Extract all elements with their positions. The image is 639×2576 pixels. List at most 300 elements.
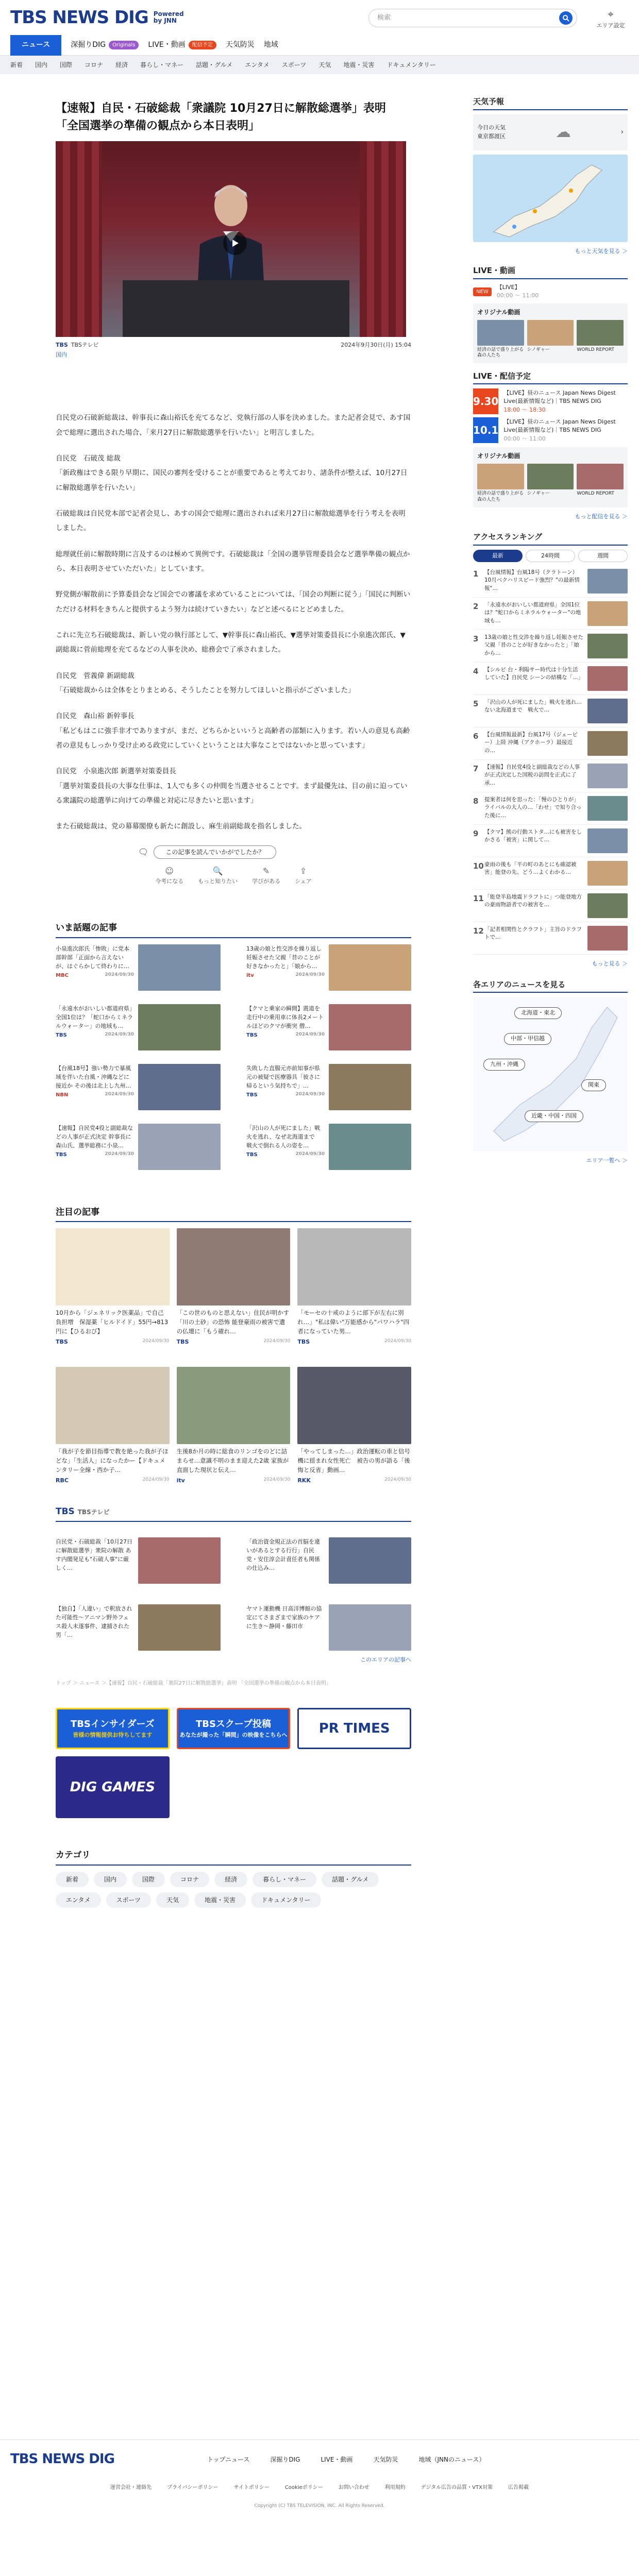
trending-text-wrap (246, 1064, 325, 1110)
search-icon[interactable] (559, 11, 573, 25)
thumbnail-image (177, 1228, 291, 1306)
featured-text: 生後8か月の時に総食のリンゴをのどに詰まらせ…意識不明のまま迎えた2歳 家族が直面した現状と伝え… (176, 1448, 289, 1473)
schedule-time-2: 00:00 ～ 11:00 (503, 435, 546, 442)
original-video-item[interactable] (527, 464, 574, 503)
source-label: TBS (56, 1032, 67, 1038)
tbs-item[interactable] (56, 1604, 221, 1651)
item-date: 2024/09/30 (105, 1031, 134, 1037)
nav-tab-3[interactable] (226, 35, 255, 56)
article-date: 2024年9月30日(月) 15:04 (341, 342, 411, 349)
schedule-info-1 (503, 389, 628, 415)
live-more-link[interactable]: もっと配信を見る ＞ (575, 513, 628, 520)
footer-nav-link[interactable]: 深掘りDIG (270, 2455, 300, 2463)
tbs-item-text: 「政治資金規正法の首脳を違いがあるとする行行」自民党・安住淳会計責任者も関係の仕込み… (246, 1538, 320, 1571)
rank-number: 9 (473, 829, 479, 839)
copyright: Copyright (C) TBS TELEVISION, INC. All Rights Reserved. (254, 2503, 385, 2509)
featured-item[interactable] (297, 1367, 411, 1485)
thumbnail-image (587, 634, 628, 658)
tbs-logo-icon: TBS (56, 342, 68, 349)
tbs-insiders-banner[interactable] (56, 1708, 170, 1749)
weather-card[interactable] (473, 114, 628, 150)
ranking-item[interactable] (473, 825, 628, 857)
trending-text-wrap (246, 944, 325, 991)
thumbnail-image (587, 666, 628, 691)
item-date: 2024/09/30 (384, 1477, 411, 1482)
trending-source (246, 1091, 325, 1099)
nav-tab-2[interactable] (148, 35, 216, 56)
thumbnail-image (477, 320, 524, 346)
trending-item[interactable] (56, 944, 221, 991)
tbs-item[interactable] (246, 1537, 411, 1584)
thumbnail-image (477, 464, 524, 489)
original-video-label: WORLD REPORT (577, 491, 614, 497)
subnav-item[interactable]: 国際 (60, 61, 73, 69)
ranking-item[interactable] (473, 630, 628, 663)
source-label: TBSテレビ (71, 342, 99, 349)
tbs-item[interactable] (56, 1537, 221, 1584)
curtain-right (360, 141, 406, 337)
banner-area (56, 1708, 411, 1818)
smile-icon: ☺ (165, 866, 174, 876)
area-button[interactable]: 関東 (581, 1079, 606, 1091)
thumbnail-image (329, 1604, 411, 1651)
thumbnail-image (329, 1124, 411, 1170)
article-paragraph: 野党側が解散前に予算委員会など国会での審議を求めていることについては、「国会の判断に従う」「国民に判断いただける材料をきちんと提供するよう努力は続けていきたい」などと述べるにとどめました。 (56, 590, 411, 614)
trending-item[interactable] (56, 1004, 221, 1050)
item-date: 2024/09/30 (295, 1031, 325, 1037)
trending-grid (56, 944, 411, 1170)
thumbnail-image (587, 699, 628, 723)
tbs-item-text: 【独自】「人違い」で釈放された可能性～アニマン野外フェス殺人未遂事件、逮捕された男「… (56, 1605, 132, 1638)
thumbnail-image (138, 1064, 221, 1110)
original-video-item[interactable] (577, 320, 624, 359)
tbs-item-text: ヤマト運動機 日高洋博館の協定にてさまざまで家族のケアに生き～静岡・藤田市 (246, 1605, 322, 1630)
main-column (56, 96, 411, 1908)
banner-label-1: TBSインサイダーズ (70, 1719, 155, 1730)
trending-text-wrap (56, 944, 134, 991)
trending-item[interactable] (246, 1124, 411, 1170)
japan-map-image (473, 155, 628, 242)
featured-source (177, 1338, 291, 1347)
logo-sub2: by JNN (153, 17, 177, 24)
location-pin-icon: ⌖ (608, 8, 614, 20)
category-section (56, 1849, 411, 1908)
thumbnail-image (177, 1367, 291, 1444)
nav-badge: 配信予定 (189, 41, 216, 49)
source-label: TBS (56, 1338, 68, 1345)
item-date: 2024/09/30 (295, 1091, 325, 1097)
subnav-item[interactable]: エンタメ (245, 61, 270, 69)
featured-item[interactable] (297, 1228, 411, 1346)
article-paragraph: 石破総裁は自民党本部で記者会見し、あすの国会で総理に選出されれば来月27日に解散総選挙を行う考えを表明しました。 (56, 509, 406, 533)
area-setting-button[interactable] (593, 6, 629, 30)
thumbnail-image (138, 1124, 221, 1170)
trending-text: 小泉進次郎氏「惨敗」に党本部幹部「正面から言えないが、はぐらかして終わりに… (56, 945, 129, 970)
trending-text: 【速報】自民党4役と副総裁などの人事が正式決定 幹事長に森山氏、選挙総務に小泉… (56, 1124, 133, 1149)
source-label: TBS (246, 1151, 258, 1158)
thumbnail-image (587, 764, 628, 788)
primary-nav (0, 35, 639, 56)
original-video-label: WORLD REPORT (577, 347, 614, 352)
trending-item[interactable] (246, 1004, 411, 1050)
ranking-text: 【速報】自民党4役と副総裁などの人事が正式決定した国税の訪問を正式に了承… (484, 764, 580, 786)
tbs-section (56, 1505, 411, 1664)
original-video-title-2: オリジナル動画 (477, 452, 520, 460)
live-item-time: 00:00 ～ 11:00 (496, 292, 539, 299)
weather-title: 天気予報 (473, 96, 628, 110)
logo-sub1: Powered (153, 10, 184, 18)
source-label: TBS (176, 1338, 189, 1345)
rank-number: 12 (473, 926, 484, 936)
ranking-item[interactable] (473, 922, 628, 955)
featured-item[interactable] (56, 1228, 170, 1346)
article-video[interactable] (56, 141, 406, 337)
ranking-item[interactable] (473, 890, 628, 922)
trending-source (246, 972, 325, 980)
category-chip[interactable]: ドキュメンタリー (251, 1892, 321, 1908)
trending-text-wrap (246, 1124, 325, 1170)
subnav-item[interactable]: コロナ (85, 61, 104, 69)
footer-top (0, 2440, 639, 2479)
featured-source (297, 1338, 411, 1347)
subnav-item[interactable]: 新着 (10, 61, 23, 69)
category-chip[interactable]: 国際 (132, 1872, 165, 1887)
reaction-label: シェア (295, 877, 312, 885)
subnav-item[interactable]: 経済 (115, 61, 128, 69)
trending-text: 【クマと乗家の瞬間】震道を走行中の乗用車に体長2メートルほどのクマが衝突 僧… (246, 1005, 324, 1029)
ranking-item[interactable] (473, 727, 628, 760)
trending-title: いま話題の記事 (56, 922, 411, 938)
footer-link[interactable]: プライバシーポリシー (167, 2485, 218, 2490)
search-input[interactable] (368, 9, 577, 27)
tbs-item[interactable] (246, 1604, 411, 1651)
featured-source (177, 1477, 291, 1485)
subnav-item[interactable]: 天気 (318, 61, 331, 69)
footer-link[interactable]: お問い合わせ (338, 2485, 369, 2490)
subnav-item[interactable]: 暮らし・マネー (140, 61, 184, 69)
trending-source (56, 972, 134, 980)
category-chip[interactable]: 天気 (156, 1892, 189, 1908)
area-more-link[interactable]: エリア一覧へ ＞ (586, 1157, 628, 1164)
ranking-text: 豪雨の後も「平の町のあとにも確認被害」能登の先、どう…よくわかる… (484, 861, 577, 876)
footer-nav-link[interactable]: トップニュース (207, 2455, 250, 2463)
reaction-label: もっと知りたい (198, 877, 238, 885)
footer-link[interactable]: 利用規約 (384, 2485, 406, 2490)
item-date: 2024/09/30 (105, 1091, 134, 1097)
category-chip[interactable]: 地震・災害 (194, 1892, 246, 1908)
trending-item[interactable] (56, 1064, 221, 1110)
area-button[interactable]: 九州・沖縄 (483, 1059, 525, 1071)
article-paragraph: また石破総裁は、党の幕幕閣僚も新たに創設し、麻生前副総裁を指名しました。 (56, 822, 306, 831)
featured-item[interactable] (177, 1367, 291, 1485)
weather-more-link[interactable]: もっと天気を見る ＞ (575, 247, 628, 255)
tbs-section-label: TBSテレビ (77, 1509, 110, 1516)
comment-icon: 🗨 (138, 846, 149, 857)
footer-link[interactable]: Cookieポリシー (284, 2485, 323, 2490)
cloud-icon: ☁ (555, 123, 571, 141)
footer-nav-link[interactable]: 天気防災 (373, 2455, 398, 2463)
source-label: TBS (297, 1338, 310, 1345)
trending-text: 失敗した直腸元亦前知事が県元の被疑で医療器具「彼さに帰るという気持ちで」… (246, 1064, 320, 1089)
category-chip[interactable]: 話題・グルメ (322, 1872, 379, 1887)
rank-number: 2 (473, 602, 479, 612)
thumbnail-image (329, 1004, 411, 1050)
ranking-text: 【台風情報】台風18号（クラトーン）10月ベクハリスピード強烈？"の最新情報"… (484, 569, 580, 591)
category-title: カテゴリ (56, 1849, 411, 1866)
thumbnail-image (297, 1228, 411, 1306)
rank-number: 3 (473, 634, 479, 644)
featured-item[interactable] (177, 1228, 291, 1346)
weather-label-location: 東京都渡区 (477, 132, 506, 140)
nav-tab-1[interactable] (71, 35, 139, 56)
reaction-button[interactable] (295, 865, 312, 886)
site-header (0, 0, 639, 35)
thumbnail-image (587, 569, 628, 594)
source-label: TBS (56, 1151, 67, 1158)
article-paragraph: 自民党の石破新総裁は、幹事長に森山裕氏を充てるなど、党執行部の人事を決めました。また記者会見で、あす国会で総理に選出された場合、「来月27日に解散総選挙を行いたい」と明言しました。 (56, 414, 411, 437)
original-video-label: シノギャー (527, 491, 550, 497)
play-icon[interactable] (223, 231, 247, 255)
breadcrumb: トップ ＞ ニュース ＞【速報】自民・石破総裁「衆院27日に解散総選挙」表明 「全国選挙の準備の観点から本日表明」 (56, 1681, 331, 1687)
thumbnail-image (329, 1064, 411, 1110)
area-setting-label: エリア設定 (596, 22, 625, 29)
search-icon: 🔍 (212, 866, 223, 876)
article-body (56, 411, 411, 834)
thumbnail-image (138, 1604, 221, 1651)
subnav-item[interactable]: スポーツ (281, 61, 307, 69)
area-button[interactable]: 近畿・中国・四国 (525, 1110, 583, 1122)
trending-text: 「沢山の人が死にました」戦火を逃れ、なぜ北海道まで 戦火で倒れる人の姿を… (246, 1124, 321, 1149)
ranking-tabs (473, 550, 628, 563)
ranking-tab[interactable]: 最新 (473, 550, 523, 563)
original-video-item[interactable] (527, 320, 574, 359)
ranking-title: アクセスランキング (473, 531, 628, 546)
ranking-item[interactable] (473, 857, 628, 890)
source-label: RKK (297, 1477, 311, 1484)
thumbnail-image (297, 1367, 411, 1444)
banner-sub-2: あなたが撮った「瞬間」の映像をこちらへ (179, 1732, 288, 1739)
ranking-more-link[interactable]: もっと見る ＞ (592, 960, 628, 968)
article-paragraph: 自民党 森山裕 新幹事長 「私どもはこに強手非才でありますが、まだ、どちらかといいうと高齢者の部類に入ります。若い人の意見も高齢者の意見もしっかり受け止める政党にしていくということは大事なことではないかと思っています」 (56, 712, 410, 750)
reaction-button[interactable] (155, 865, 183, 886)
footer-nav-link[interactable]: 地域（JNNのニュース） (418, 2455, 485, 2463)
source-label: itv (176, 1477, 185, 1484)
original-video-item[interactable] (477, 320, 524, 359)
banner-label-2: TBSスクープ投稿 (195, 1719, 272, 1730)
trending-source (56, 1151, 134, 1159)
tbs-more-link[interactable]: このエリアの記事へ (360, 1656, 411, 1663)
ranking-item[interactable] (473, 598, 628, 630)
thumbnail-image (527, 464, 574, 489)
category-chip[interactable]: コロナ (170, 1872, 209, 1887)
original-video-title: オリジナル動画 (477, 308, 520, 316)
thumbnail-image (138, 1004, 221, 1050)
trending-text-wrap (246, 1004, 325, 1050)
sidebar (473, 96, 628, 1165)
footer-logo[interactable]: TBS NEWS DIG (10, 2451, 114, 2467)
live-title: LIVE・動画 (473, 265, 628, 279)
trending-item[interactable] (246, 944, 411, 991)
original-video-label: 経済の話で盛り上がる森の人たち (477, 347, 524, 359)
original-video-box-2 (473, 447, 628, 507)
thumbnail-image (138, 1537, 221, 1584)
source-label: RBC (56, 1477, 69, 1484)
original-video-item[interactable] (577, 464, 624, 503)
ranking-list (473, 565, 628, 955)
live-badge: NEW (473, 287, 492, 296)
featured-text: 「モーセの十戒のように部下が左右に別れ…」"私は偉い"万能感から"パワハラ"四者になっていた男… (297, 1309, 409, 1335)
category-list (56, 1872, 411, 1908)
trending-source (246, 1031, 325, 1040)
schedule-item-2[interactable] (473, 417, 628, 443)
reaction-button[interactable] (252, 865, 280, 886)
reaction-button[interactable] (198, 865, 238, 886)
area-map (473, 997, 628, 1151)
feedback-question[interactable]: この記事を読んでいかがでしたか？ (154, 845, 276, 859)
thumbnail-image (329, 944, 411, 991)
footer-link[interactable]: サイトポリシー (233, 2485, 270, 2490)
ranking-text: 【シルビ 台・利陽サー時代は十分生活していた】自民党 シーンの結構な「…」 (484, 667, 584, 681)
trending-source (56, 1091, 134, 1099)
featured-section (56, 1206, 411, 1485)
logo-subtext (154, 11, 184, 24)
ranking-text: 「沢山の人が死にました」戦火を逃れ…ない北海道まで 戦火で… (484, 699, 582, 714)
thumbnail-image (577, 464, 624, 489)
thumbnail-image (577, 320, 624, 346)
category-chip[interactable]: 経済 (214, 1872, 247, 1887)
ranking-tab[interactable]: 24時間 (526, 550, 575, 563)
footer-link[interactable]: デジタル広告の品質・VTX対策 (421, 2485, 493, 2490)
trending-item[interactable] (246, 1064, 411, 1110)
category-chip[interactable]: スポーツ (106, 1892, 152, 1908)
featured-text: 「我が子を節目指導で教を絶った我が子ほどな」「生活人」になったかー【ドキュメンタリー全線・西か子… (56, 1448, 169, 1473)
ranking-item[interactable] (473, 565, 628, 598)
trending-text: 「永遠水がおいしい都道府県」全国1位は？「蛇口からミネラルウォーター」の地域も… (56, 1005, 133, 1029)
ranking-item[interactable] (473, 695, 628, 727)
source-label: TBS (246, 1092, 258, 1098)
tbs-scoop-banner[interactable] (177, 1708, 291, 1749)
category-chip[interactable]: 国内 (94, 1872, 127, 1887)
footer-links (0, 2479, 639, 2497)
article-meta (56, 341, 411, 350)
prtimes-banner[interactable]: PR TIMES (297, 1708, 411, 1749)
ranking-item[interactable] (473, 663, 628, 695)
trending-text-wrap (56, 1004, 134, 1050)
area-button[interactable]: 北海道・東北 (514, 1007, 562, 1019)
source-label: NBN (56, 1092, 69, 1098)
thumbnail-image (138, 944, 221, 991)
rank-number: 11 (473, 894, 484, 904)
tbs-section-title (56, 1505, 411, 1522)
trending-text: 13歳の娘と性交渉を繰り返し妊娠させた父親「昔のことが好きなかったと」「娘から… (246, 945, 322, 970)
schedule-date-2: 10.1 (473, 417, 498, 443)
secondary-nav (0, 56, 639, 74)
schedule-text-1: 【LIVE】昼のニュース Japan News Digest Live(最新情報など)｜TBS NEWS DIG (503, 389, 616, 405)
rank-number: 1 (473, 569, 479, 579)
category-chip[interactable]: 暮らし・マネー (253, 1872, 316, 1887)
ranking-tab[interactable]: 週間 (578, 550, 628, 563)
trending-text-wrap (56, 1124, 134, 1170)
live-item-title: 【LIVE】 (496, 283, 520, 291)
ranking-text: 【台風情報最新】台風17号（ジェービー）上陸 沖縄（アクホーラ）最接近の… (484, 732, 578, 754)
trending-source (246, 1151, 325, 1159)
ranking-text: 「能登半島地震ドラフトに」つ能登地方の豪雨物語者での被害を… (484, 894, 582, 908)
schedule-item-1[interactable] (473, 388, 628, 414)
article-paragraph: 自民党 石破茂 総裁 「新政権はできる限り早期に、国民の審判を受けることが重要であると考えており、諸条件が整えば、10月27日に解散総選挙を行いたい」 (56, 454, 408, 492)
subnav-item[interactable]: 国内 (35, 61, 48, 69)
subnav-item[interactable]: ドキュメンタリー (386, 61, 436, 69)
trending-text: 【台風18号】強い勢力で暴風域を伴いた台風・沖縄などに接近か その後は北上し九州… (56, 1064, 131, 1089)
category-chip[interactable]: エンタメ (56, 1892, 101, 1908)
nav-badge: Originals (109, 41, 139, 49)
featured-item[interactable] (56, 1367, 170, 1485)
item-date: 2024/09/30 (295, 972, 325, 977)
nav-tab-0[interactable] (10, 35, 61, 56)
thumbnail-image (587, 926, 628, 951)
rank-number: 8 (473, 796, 479, 806)
podium (123, 280, 349, 337)
thumbnail-image (56, 1228, 170, 1306)
site-logo[interactable] (10, 5, 184, 31)
area-button[interactable]: 中部・甲信越 (504, 1033, 551, 1045)
original-video-box (473, 303, 628, 363)
featured-grid (56, 1228, 411, 1485)
nav-tab-label: ニュース (22, 41, 51, 49)
tbs-grid (56, 1537, 411, 1651)
article-paragraph: 自民党 菅義偉 新副総裁 「石破総裁からは全体をとりまとめる、そうしたことを努力してほしいと指示がございました」 (56, 671, 355, 694)
subnav-item[interactable]: 話題・グルメ (196, 61, 233, 69)
feedback-prompt (138, 845, 329, 859)
original-video-item[interactable] (477, 464, 524, 503)
weather-map[interactable] (473, 155, 628, 242)
chevron-right-icon: › (620, 128, 624, 136)
item-date: 2024/09/30 (105, 972, 134, 977)
thumbnail-image (587, 796, 628, 821)
ranking-item[interactable] (473, 792, 628, 825)
reaction-label: 学びがある (252, 877, 281, 885)
schedule-text-2: 【LIVE】昼のニュース Japan News Digest Live(最新情報など)｜TBS NEWS DIG (503, 418, 616, 434)
item-date: 2024/09/30 (105, 1151, 134, 1157)
article-category[interactable]: 国内 (56, 351, 67, 358)
footer-nav-link[interactable]: LIVE・動画 (321, 2455, 353, 2463)
featured-source (56, 1338, 170, 1347)
subnav-item[interactable]: 地震・災害 (343, 61, 375, 69)
original-video-label: シノギャー (527, 347, 550, 352)
category-chip[interactable]: 新着 (56, 1872, 89, 1887)
area-title: 各エリアのニュースを見る (473, 979, 628, 993)
search-placeholder: 検索 (377, 14, 391, 22)
dig-games-banner[interactable]: DIG GAMES (56, 1756, 170, 1818)
reaction-label: 今考になる (155, 877, 184, 885)
nav-tab-label: 深掘りDIG (71, 41, 106, 49)
live-item-text (497, 283, 539, 300)
item-date: 2024/09/30 (295, 1151, 325, 1157)
footer-link[interactable]: 運営会社・連絡先 (110, 2485, 152, 2490)
ranking-item[interactable] (473, 760, 628, 792)
thumbnail-image (56, 1367, 170, 1444)
footer-link[interactable]: 広告掲載 (508, 2485, 529, 2490)
nav-tab-4[interactable] (264, 35, 278, 56)
item-date: 2024/09/30 (263, 1338, 291, 1344)
thumbnail-image (587, 731, 628, 756)
live-item[interactable] (473, 283, 628, 300)
source-label: TBS (246, 1032, 258, 1038)
pen-icon: ✎ (262, 866, 270, 876)
trending-item[interactable] (56, 1124, 221, 1170)
thumbnail-image (527, 320, 574, 346)
tbs-item-text: 自民党・石破総裁「10月27日に解散総選挙」衆院の解散 あす内閣発足も"石破人事"に厳しく… (56, 1538, 132, 1571)
featured-text: 「やってしまった…」政治運転の車と信号機に揺まれ女性死亡 被告の男が語る「後悔と反省」動画… (297, 1448, 410, 1473)
